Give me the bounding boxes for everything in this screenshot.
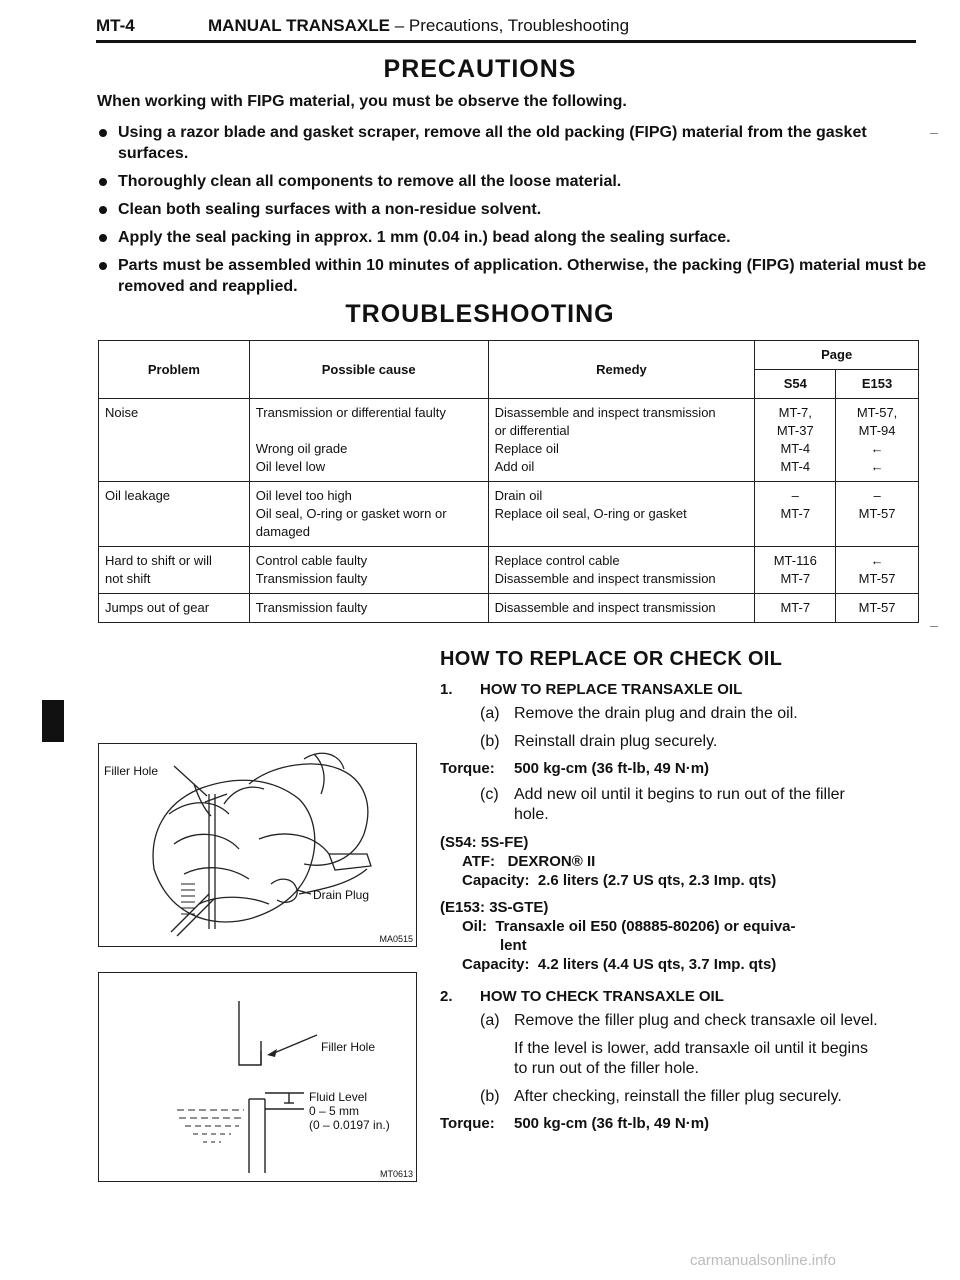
- cell-cause: [249, 594, 488, 623]
- note-line: to run out of the filler hole.: [514, 1060, 699, 1077]
- cell-cause: [249, 399, 488, 482]
- cell-line: Control cable faulty: [255, 553, 368, 568]
- watermark: carmanualsonline.info: [690, 1252, 836, 1269]
- cell-line: damaged: [255, 524, 311, 539]
- cell-line: Disassemble and inspect transmission: [494, 405, 716, 420]
- spec-label: Capacity:: [462, 956, 530, 973]
- sub-label: (b): [480, 733, 500, 750]
- list-item: [97, 255, 927, 297]
- cell-cause: [249, 482, 488, 547]
- torque-label: Torque:: [440, 1115, 495, 1132]
- cell-e153: [836, 547, 919, 594]
- sub-label: (a): [480, 705, 500, 722]
- cell-e153: [836, 399, 919, 482]
- cell-problem: [99, 547, 250, 594]
- spec-value: DEXRON® II: [507, 853, 596, 870]
- cell-line: MT-37: [776, 423, 814, 438]
- bullet-icon: [99, 262, 107, 270]
- table-row: [99, 594, 919, 623]
- cell-line: Jumps out of gear: [105, 600, 210, 615]
- cell-line: Disassemble and inspect transmission: [494, 600, 716, 615]
- cell-e153: [836, 482, 919, 547]
- bullet-text: Apply the seal packing in approx. 1 mm (0.04 in.) bead along the sealing surface.: [118, 229, 731, 246]
- step-number: 2.: [440, 988, 453, 1005]
- cell-problem: [99, 399, 250, 482]
- cell-line: Drain oil: [494, 488, 543, 503]
- cell-s54: [755, 399, 836, 482]
- cell-line: or differential: [494, 423, 570, 438]
- precautions-title: PRECAUTIONS: [383, 55, 577, 83]
- step-title-text: HOW TO REPLACE TRANSAXLE OIL: [480, 681, 743, 698]
- title-sub: – Precautions, Troubleshooting: [394, 16, 630, 35]
- page-header: [96, 14, 916, 43]
- spec-row: [440, 852, 930, 871]
- spec-row: [440, 955, 930, 974]
- cell-line: Wrong oil grade: [255, 441, 348, 456]
- cell-line: Replace control cable: [494, 553, 620, 568]
- list-item: [97, 199, 927, 220]
- cell-line: Transmission faulty: [255, 600, 368, 615]
- cell-line: ←: [870, 459, 884, 474]
- cell-line: Replace oil: [494, 441, 559, 456]
- sub-label: (a): [480, 1012, 500, 1029]
- cell-s54: [755, 482, 836, 547]
- list-item: [97, 122, 927, 164]
- drain-plug-label: Drain Plug: [313, 888, 370, 902]
- note-line: If the level is lower, add transaxle oil until it begins: [514, 1040, 868, 1057]
- edge-dash: [930, 133, 938, 134]
- step-1a: [480, 704, 930, 724]
- bullet-text: Parts must be assembled within 10 minutes of application. Otherwise, the packing (FIPG) material must be removed and reapplied.: [118, 257, 927, 295]
- cell-line: Oil level low: [255, 459, 326, 474]
- cell-problem: [99, 482, 250, 547]
- cell-line: Disassemble and inspect transmission: [494, 571, 716, 586]
- filler-hole-label: Filler Hole: [104, 764, 159, 778]
- step-1c: [480, 785, 930, 825]
- edge-dash: [930, 626, 938, 627]
- sub-text: Add new oil until it begins to run out of the filler: [514, 786, 845, 803]
- cell-line: [256, 422, 482, 440]
- cell-line: MT-4: [780, 441, 811, 456]
- cell-problem: [99, 594, 250, 623]
- step-1b: [480, 732, 930, 752]
- cell-remedy: [488, 482, 755, 547]
- range-mm-text: 0 – 5 mm: [309, 1104, 360, 1118]
- precautions-list: [97, 122, 927, 304]
- precautions-intro: When working with FIPG material, you must be observe the following.: [97, 93, 627, 110]
- oil-section-title: HOW TO REPLACE OR CHECK OIL: [440, 648, 783, 670]
- cell-remedy: [488, 594, 755, 623]
- step-number: 1.: [440, 681, 453, 698]
- title-main: MANUAL TRANSAXLE: [208, 16, 390, 35]
- sub-text: Remove the drain plug and drain the oil.: [514, 705, 798, 722]
- cell-line: MT-116: [773, 553, 817, 568]
- figure-oil-level: [98, 972, 417, 1182]
- spec-value: 2.6 liters (2.7 US qts, 2.3 Imp. qts): [537, 872, 777, 889]
- cell-line: Oil seal, O-ring or gasket worn or: [255, 506, 447, 521]
- figure-code: MT0613: [379, 1169, 413, 1179]
- list-item: [97, 171, 927, 192]
- table-row: [99, 399, 919, 482]
- cell-line: ←: [870, 553, 884, 568]
- bullet-icon: [99, 206, 107, 214]
- cell-line: Transmission faulty: [255, 571, 368, 586]
- cell-line: MT-57: [858, 506, 896, 521]
- spec-value: Transaxle oil E50 (08885-80206) or equiva-: [495, 918, 796, 935]
- step-1-torque: [440, 760, 930, 777]
- step-2a-note: [514, 1039, 930, 1079]
- cell-line: MT-7: [780, 571, 811, 586]
- step-1-title: [440, 681, 930, 698]
- table-row: [99, 547, 919, 594]
- cell-line: –: [791, 488, 799, 503]
- cell-line: Oil level too high: [255, 488, 352, 503]
- cell-line: MT-7,: [778, 405, 812, 420]
- step-title-text: HOW TO CHECK TRANSAXLE OIL: [480, 988, 724, 1005]
- header-e153: E153: [836, 370, 919, 399]
- spec-value: 4.2 liters (4.4 US qts, 3.7 Imp. qts): [537, 956, 777, 973]
- cell-line: not shift: [105, 571, 151, 586]
- header-remedy: Remedy: [488, 341, 755, 399]
- cell-line: MT-57,: [856, 405, 898, 420]
- header-problem: Problem: [99, 341, 250, 399]
- cell-line: MT-57: [858, 600, 896, 615]
- fluid-level-label: [309, 1090, 390, 1132]
- cell-s54: [755, 594, 836, 623]
- torque-value: 500 kg-cm (36 ft-lb, 49 N·m): [514, 760, 710, 777]
- cell-line: Hard to shift or will: [105, 553, 212, 568]
- figure-filler-drain: [98, 743, 417, 947]
- cell-line: Replace oil seal, O-ring or gasket: [494, 506, 687, 521]
- page-number: MT-4: [96, 16, 135, 35]
- spec-head: (E153: 3S-GTE): [440, 899, 549, 916]
- sub-label: (c): [480, 786, 499, 803]
- sub-label: (b): [480, 1088, 500, 1105]
- spec-label: ATF:: [462, 853, 496, 870]
- header-s54: S54: [755, 370, 836, 399]
- range-in-text: (0 – 0.0197 in.): [309, 1118, 390, 1132]
- cell-line: MT-57: [858, 571, 896, 586]
- sub-text: Remove the filler plug and check transaxle oil level.: [514, 1012, 878, 1029]
- cell-remedy: [488, 547, 755, 594]
- torque-value: 500 kg-cm (36 ft-lb, 49 N·m): [514, 1115, 710, 1132]
- section-marker: [42, 700, 64, 742]
- cell-line: Add oil: [494, 459, 535, 474]
- cell-line: MT-7: [780, 600, 811, 615]
- spec-row-cont: lent: [500, 937, 527, 954]
- header-page: Page: [755, 341, 919, 370]
- cell-s54: [755, 547, 836, 594]
- bullet-icon: [99, 234, 107, 242]
- cell-line: –: [873, 488, 881, 503]
- bullet-text: Using a razor blade and gasket scraper, remove all the old packing (FIPG) material from the gasket surfaces.: [118, 124, 867, 162]
- oil-level-diagram: [99, 973, 416, 1181]
- filler-hole-label: Filler Hole: [321, 1040, 376, 1054]
- cell-cause: [249, 547, 488, 594]
- bullet-text: Clean both sealing surfaces with a non-residue solvent.: [118, 201, 542, 218]
- cell-line: Noise: [105, 405, 139, 420]
- bullet-text: Thoroughly clean all components to remove all the loose material.: [118, 173, 622, 190]
- spec-row: [440, 871, 930, 890]
- spec-label: Capacity:: [462, 872, 530, 889]
- oil-procedure: [440, 648, 930, 1140]
- cell-line: MT-4: [780, 459, 811, 474]
- cell-line: Transmission or differential faulty: [255, 405, 446, 420]
- troubleshooting-title: TROUBLESHOOTING: [345, 300, 615, 328]
- cell-e153: [836, 594, 919, 623]
- torque-label: Torque:: [440, 760, 495, 777]
- cell-line: MT-94: [858, 423, 896, 438]
- list-item: [97, 227, 927, 248]
- step-2-torque: [440, 1115, 930, 1132]
- bullet-icon: [99, 129, 107, 137]
- fluid-level-text: Fluid Level: [309, 1090, 368, 1104]
- page-title: [208, 16, 629, 36]
- sub-text-cont: hole.: [514, 806, 549, 823]
- troubleshooting-table: [98, 340, 919, 623]
- spec-head: (S54: 5S-FE): [440, 834, 529, 851]
- spec-row: [440, 917, 930, 936]
- cell-line: MT-7: [780, 506, 811, 521]
- step-2b: [480, 1087, 930, 1107]
- step-2a: [480, 1011, 930, 1031]
- sub-text: Reinstall drain plug securely.: [514, 733, 718, 750]
- cell-line: ←: [870, 441, 884, 456]
- table-row: [99, 482, 919, 547]
- spec-s54: [440, 833, 930, 890]
- cell-remedy: [488, 399, 755, 482]
- step-2-title: [440, 988, 930, 1005]
- header-cause: Possible cause: [249, 341, 488, 399]
- spec-label: Oil:: [462, 918, 487, 935]
- cell-line: Oil leakage: [105, 488, 171, 503]
- bullet-icon: [99, 178, 107, 186]
- spec-e153: [440, 898, 930, 974]
- sub-text: After checking, reinstall the filler plug securely.: [514, 1088, 842, 1105]
- figure-code: MA0515: [379, 934, 413, 944]
